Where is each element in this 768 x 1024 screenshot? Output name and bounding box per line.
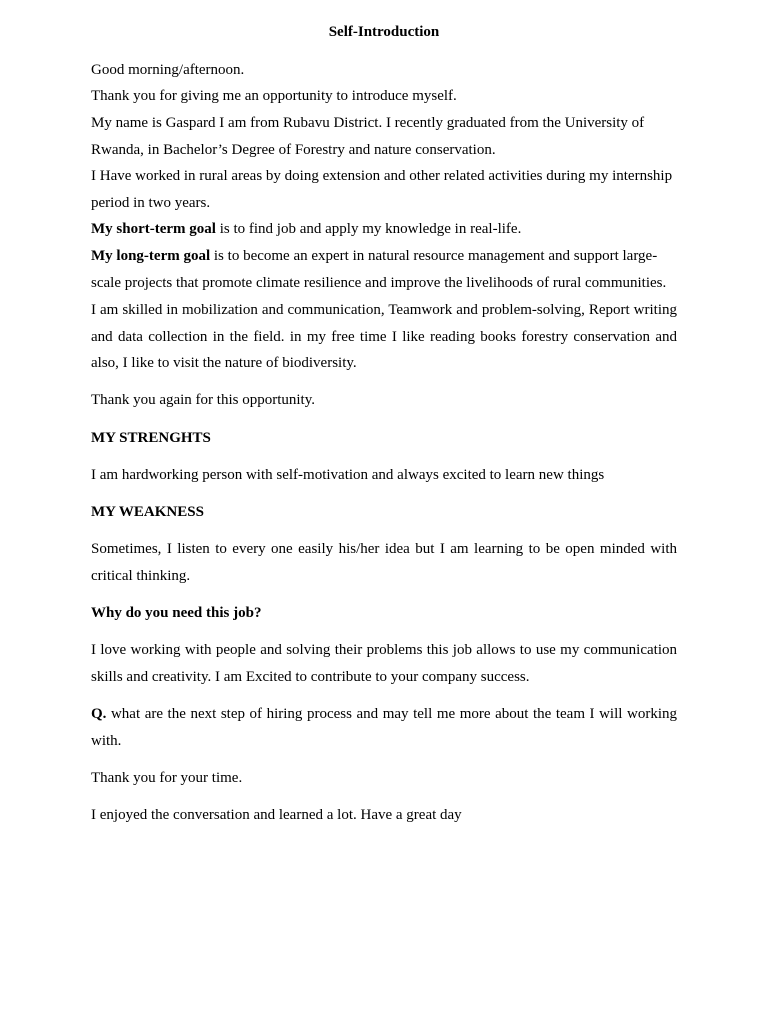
weakness-heading: MY WEAKNESS	[91, 504, 204, 520]
thanks-time-paragraph: Thank you for your time.	[91, 770, 243, 786]
why-paragraph: I love working with people and solving their problems this job allows to use my communication skills and creativity. I am Excited to contribute to your company success.	[91, 642, 677, 685]
strengths-paragraph: I am hardworking person with self-motivation and always excited to learn new things	[91, 467, 605, 483]
skills-paragraph: I am skilled in mobilization and communication, Teamwork and problem-solving, Report writing and data collection in the field. in my free time I like reading books forestry conservation and also, I like to visit the nature of biodiversity.	[91, 302, 677, 372]
question-text: what are the next step of hiring process and may tell me more about the team I will working with.	[91, 706, 677, 749]
work-paragraph: I Have worked in rural areas by doing extension and other related activities during my internship period in two years.	[91, 168, 673, 211]
greeting-paragraph: Good morning/afternoon.	[91, 62, 245, 78]
strengths-heading: MY STRENGHTS	[91, 430, 211, 446]
long-term-goal-paragraph	[91, 243, 677, 296]
weakness-paragraph: Sometimes, I listen to every one easily his/her idea but I am learning to be open minded with critical thinking.	[91, 541, 677, 584]
long-term-goal-label: My long-term goal	[91, 248, 211, 264]
short-term-goal-text: is to find job and apply my knowledge in real-life.	[215, 221, 522, 237]
thanks-intro-paragraph: Thank you for giving me an opportunity to introduce myself.	[91, 88, 457, 104]
why-heading: Why do you need this job?	[91, 605, 262, 621]
document-title: Self-Introduction	[328, 24, 440, 40]
short-term-goal-label: My short-term goal	[91, 221, 216, 237]
question-paragraph	[91, 701, 677, 754]
closing-paragraph: I enjoyed the conversation and learned a lot. Have a great day	[91, 807, 462, 823]
question-label: Q.	[91, 706, 107, 722]
long-term-goal-text: is to become an expert in natural resource management and support large-scale projects that promote climate resilience and improve the livelihoods of rural communities.	[91, 248, 667, 291]
thanks-again-paragraph: Thank you again for this opportunity.	[91, 392, 315, 408]
name-paragraph: My name is Gaspard I am from Rubavu District. I recently graduated from the University of Rwanda, in Bachelor’s Degree of Forestry and nature conservation.	[91, 115, 645, 158]
short-term-goal-paragraph	[91, 216, 677, 243]
